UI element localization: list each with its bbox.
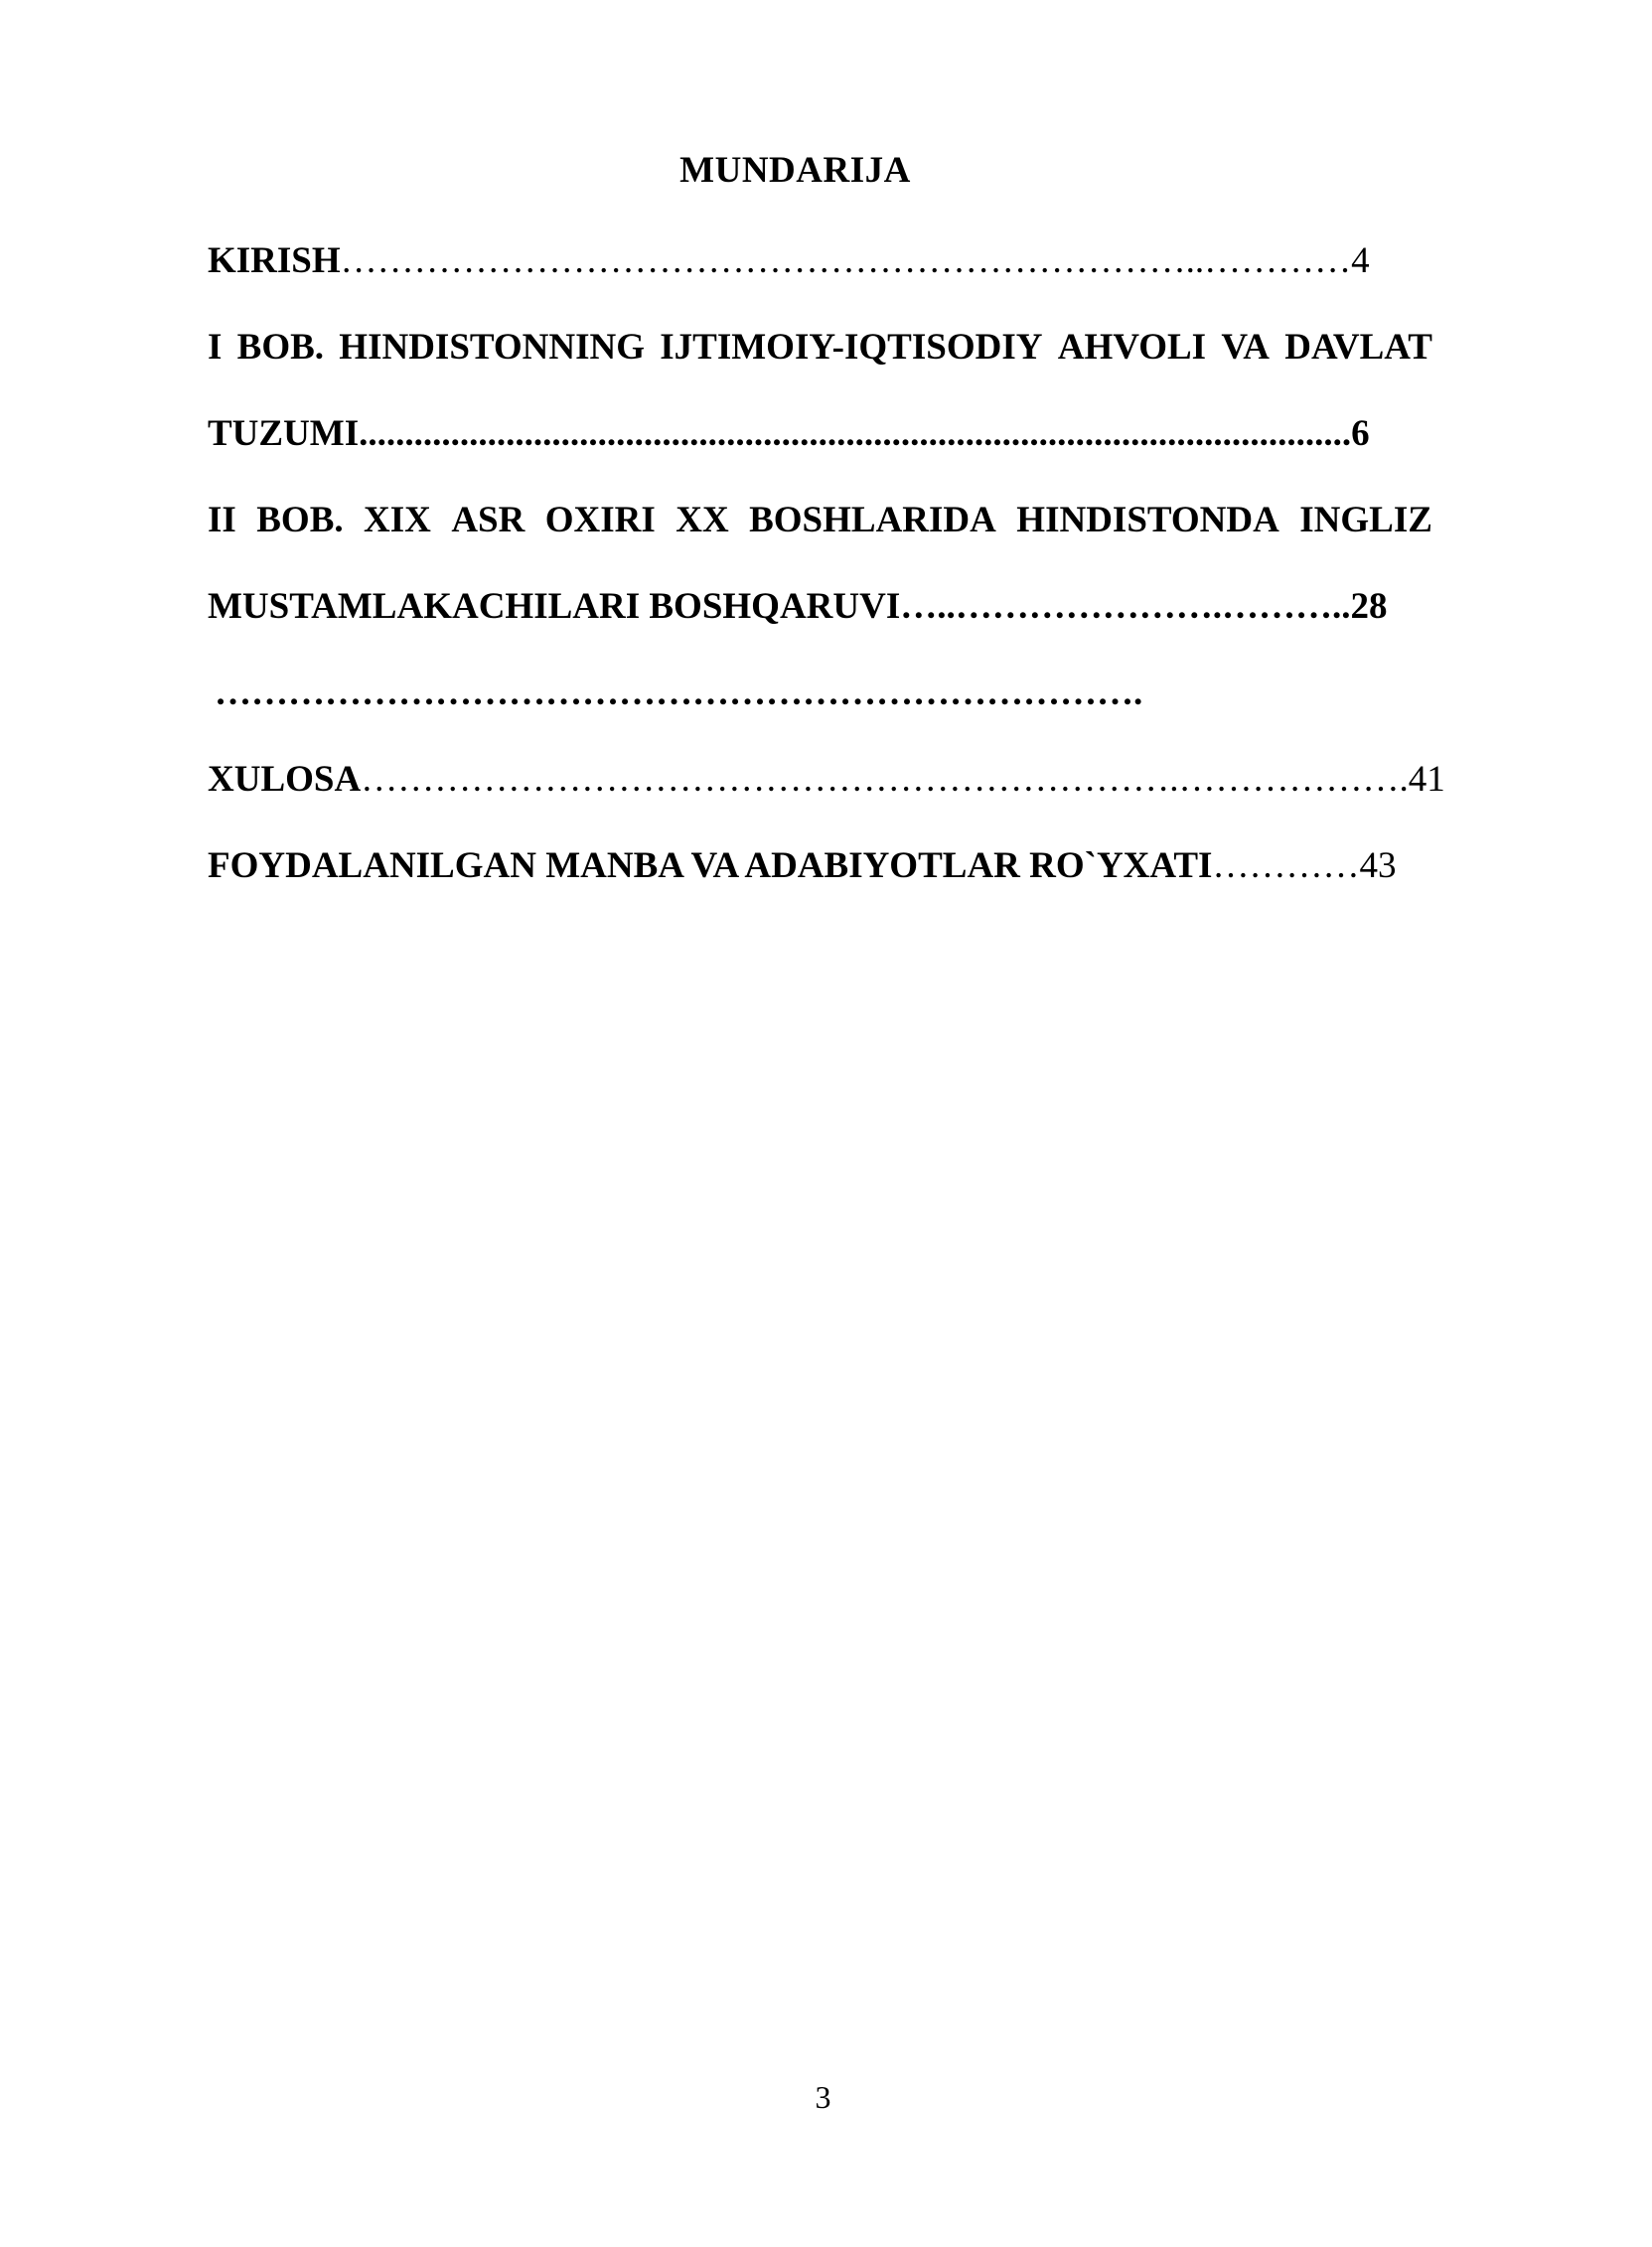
toc-word: XIX: [364, 500, 431, 540]
toc-entry-bob2-line1[interactable]: [208, 495, 1432, 546]
toc-title: MUNDARIJA: [679, 150, 911, 191]
toc-word: VA: [1221, 327, 1270, 368]
toc-entry-adabiyotlar[interactable]: [208, 840, 1432, 892]
toc-entry-label: XULOSA: [208, 759, 362, 800]
page-number: 3: [815, 2079, 831, 2115]
toc-word: HINDISTONDA: [1016, 500, 1279, 540]
toc-page-number: 28: [1350, 586, 1388, 627]
toc-leader: …..………………….………..: [900, 586, 1351, 627]
toc-entry-kirish[interactable]: [208, 235, 1432, 287]
toc-leader: ............................................................................................................: [359, 413, 1352, 454]
toc-entry-bob2-line2[interactable]: [208, 581, 1432, 633]
toc-word: BOSHLARIDA: [749, 500, 996, 540]
toc-entry-bob1-line2[interactable]: [208, 408, 1432, 460]
toc-word: BOB.: [236, 327, 325, 368]
toc-entry-label: MUSTAMLAKACHILARI BOSHQARUVI: [208, 586, 901, 627]
toc-page-number: 6: [1351, 413, 1370, 454]
toc-entry-label: KIRISH: [208, 240, 341, 281]
toc-extra-leader-line: [215, 668, 1439, 719]
toc-entry-label: TUZUMI: [208, 413, 360, 454]
toc-page-number: 4: [1351, 240, 1370, 281]
toc-leader: ……………………………………………………………..…………: [340, 240, 1352, 281]
toc-entry-xulosa[interactable]: [208, 754, 1445, 806]
toc-entry-label: FOYDALANILGAN MANBA VA ADABIYOTLAR RO`YXATI: [208, 845, 1213, 886]
toc-leader: …………: [1212, 845, 1360, 886]
toc-word: AHVOLI: [1057, 327, 1207, 368]
toc-entry-bob1-line1[interactable]: [208, 322, 1432, 374]
toc-word: HINDISTONNING: [339, 327, 646, 368]
toc-leader: ………………………………………………………………….: [215, 673, 1143, 713]
toc-word: DAVLAT: [1284, 327, 1432, 368]
toc-word: XX: [676, 500, 729, 540]
toc-leader: ………………………………………………………….……………….: [361, 759, 1409, 800]
toc-word: INGLIZ: [1299, 500, 1432, 540]
toc-word: IJTIMOIY-IQTISODIY: [660, 327, 1043, 368]
toc-word: OXIRI: [544, 500, 656, 540]
toc-page-number: 43: [1359, 845, 1397, 886]
toc-page-number: 41: [1408, 759, 1445, 800]
toc-word: I: [208, 327, 223, 368]
toc-word: II: [208, 500, 236, 540]
toc-word: BOB.: [256, 500, 344, 540]
toc-word: ASR: [451, 500, 526, 540]
